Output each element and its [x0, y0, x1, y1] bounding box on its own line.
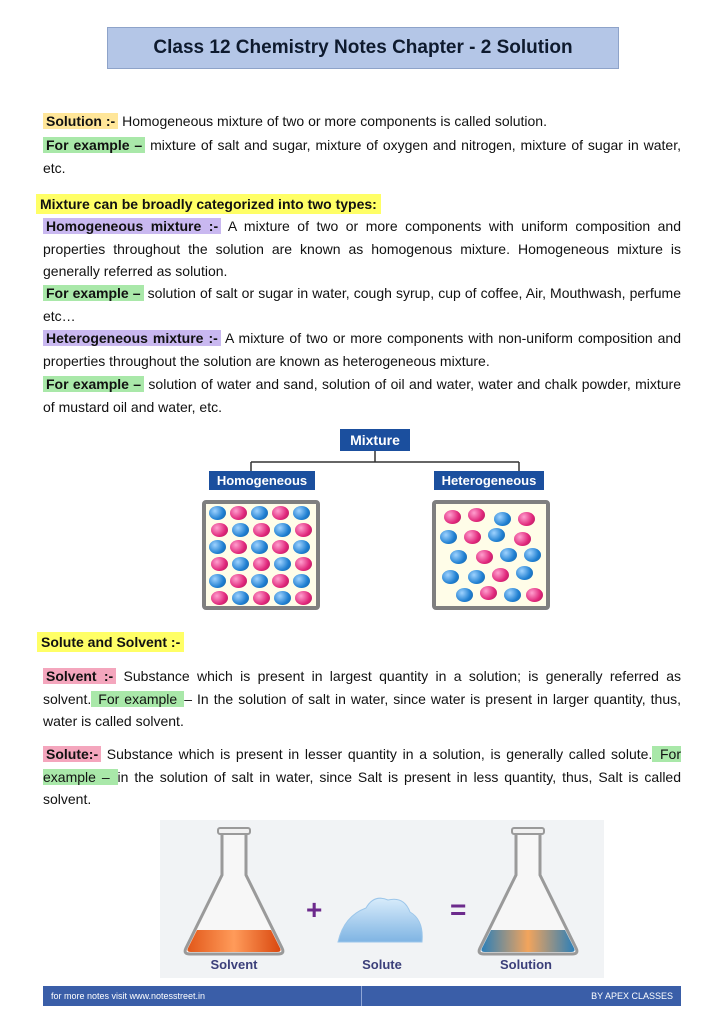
- footer-website-text: for more notes visit www.notesstreet.in: [51, 991, 206, 1001]
- blue-particle: [494, 512, 511, 526]
- homogeneous-example: [43, 282, 681, 327]
- pink-particle: [480, 586, 497, 600]
- pink-particle: [295, 557, 312, 571]
- blue-particle: [468, 570, 485, 584]
- pink-particle: [272, 506, 289, 520]
- solvent-caption: Solvent: [210, 957, 258, 972]
- pink-particle: [514, 532, 531, 546]
- diagram-connector-lines: [195, 426, 555, 476]
- blue-particle: [274, 591, 291, 605]
- blue-particle: [274, 557, 291, 571]
- solvent-solute-solution-illustration: [160, 820, 604, 978]
- solution-text: Homogeneous mixture of two or more components is called solution.: [118, 113, 547, 129]
- blue-particle: [450, 550, 467, 564]
- blue-particle: [440, 530, 457, 544]
- solute-solvent-heading-text: Solute and Solvent :-: [37, 632, 184, 652]
- example-text: solution of water and sand, solution of oil and water, water and chalk powder, mixture of mustard oil and water, etc.: [43, 376, 681, 415]
- pink-particle: [464, 530, 481, 544]
- pink-particle: [253, 557, 270, 571]
- blue-particle: [293, 574, 310, 588]
- blue-particle: [516, 566, 533, 580]
- blue-particle: [274, 523, 291, 537]
- flask-illustration-graphics: [160, 820, 604, 978]
- example-label: For example –: [43, 285, 144, 301]
- blue-particle: [232, 591, 249, 605]
- solute-solvent-heading: [37, 631, 675, 654]
- blue-particle: [500, 548, 517, 562]
- blue-particle: [232, 523, 249, 537]
- pink-particle: [295, 591, 312, 605]
- heterogeneous-definition: [43, 327, 681, 372]
- pink-particle: [444, 510, 461, 524]
- solution-caption: Solution: [500, 957, 552, 972]
- diagram-root-badge: Mixture: [340, 429, 410, 451]
- pink-particle: [272, 574, 289, 588]
- blue-particle: [251, 574, 268, 588]
- footer-credit-text: BY APEX CLASSES: [591, 991, 673, 1001]
- blue-particle: [251, 540, 268, 554]
- blue-particle: [442, 570, 459, 584]
- heterogeneous-label: Heterogeneous mixture :-: [43, 330, 221, 346]
- pink-particle: [468, 508, 485, 522]
- homogeneous-beaker-illustration: [202, 500, 320, 610]
- plus-sign: +: [306, 894, 323, 925]
- blue-particle: [293, 540, 310, 554]
- pink-particle: [253, 523, 270, 537]
- blue-particle: [209, 506, 226, 520]
- pink-particle: [492, 568, 509, 582]
- example-text: mixture of salt and sugar, mixture of oxygen and nitrogen, mixture of sugar in water, etc.: [43, 137, 681, 176]
- heterogeneous-beaker-illustration: [432, 500, 550, 610]
- solute-text: Substance which is present in lesser quantity in a solution, is generally called solute.: [101, 746, 653, 762]
- pink-particle: [230, 506, 247, 520]
- example-label: For example: [93, 690, 183, 707]
- solvent-label: Solvent :-: [43, 668, 116, 684]
- blue-particle: [524, 548, 541, 562]
- diagram-right-badge: Heterogeneous: [434, 471, 544, 490]
- mixture-diagram: [195, 426, 555, 616]
- solvent-definition: [43, 665, 681, 733]
- solvent-text: Substance which is present in largest quantity in a solution; is generally referred as solvent.: [43, 668, 681, 707]
- diagram-left-badge: Homogeneous: [209, 471, 315, 490]
- homogeneous-definition: [43, 215, 681, 283]
- solute-definition: [43, 743, 681, 811]
- pink-particle: [476, 550, 493, 564]
- blue-particle: [232, 557, 249, 571]
- solution-example: [43, 134, 681, 179]
- blue-particle: [456, 588, 473, 602]
- example-label: For example –: [43, 137, 145, 153]
- example-text: solution of salt or sugar in water, cough syrup, cup of coffee, Air, Mouthwash, perfume etc…: [43, 285, 681, 324]
- pink-particle: [211, 591, 228, 605]
- pink-particle: [272, 540, 289, 554]
- pink-particle: [211, 523, 228, 537]
- solute-example-text: in the solution of salt in water, since Salt is present in less quantity, thus, Salt is called solvent.: [43, 768, 681, 807]
- blue-particle: [504, 588, 521, 602]
- homogeneous-label: Homogeneous mixture :-: [43, 218, 221, 234]
- blue-particle: [293, 506, 310, 520]
- pink-particle: [253, 591, 270, 605]
- solution-label: Solution :-: [43, 113, 118, 129]
- blue-particle: [209, 540, 226, 554]
- heterogeneous-example: [43, 373, 681, 418]
- homogeneous-text: A mixture of two or more components with uniform composition and properties throughout the solution are known as homogenous mixture. Homogeneous mixture is generally referred as solution.: [43, 218, 681, 279]
- mixture-heading-text: Mixture can be broadly categorized into two types:: [36, 194, 381, 214]
- example-label: For example –: [43, 746, 681, 785]
- pink-particle: [526, 588, 543, 602]
- page-footer: [43, 986, 681, 1006]
- solution-definition: [43, 110, 681, 133]
- equals-sign: =: [450, 894, 467, 925]
- blue-particle: [209, 574, 226, 588]
- blue-particle: [488, 528, 505, 542]
- pink-particle: [518, 512, 535, 526]
- solute-caption: Solute: [362, 957, 402, 972]
- pink-particle: [211, 557, 228, 571]
- pink-particle: [230, 574, 247, 588]
- pink-particle: [295, 523, 312, 537]
- solute-label: Solute:-: [43, 746, 101, 762]
- blue-particle: [251, 506, 268, 520]
- pink-particle: [230, 540, 247, 554]
- heterogeneous-text: A mixture of two or more components with non-uniform composition and properties throughout the solution are known as heterogeneous mixture.: [43, 330, 681, 369]
- example-label: For example –: [43, 376, 144, 392]
- mixture-heading: [36, 193, 674, 216]
- solvent-example-text: – In the solution of salt in water, since water is present in larger quantity, thus, water is called solvent.: [43, 690, 681, 729]
- footer-divider: [361, 986, 362, 1006]
- page-title: Class 12 Chemistry Notes Chapter - 2 Solution: [107, 27, 619, 69]
